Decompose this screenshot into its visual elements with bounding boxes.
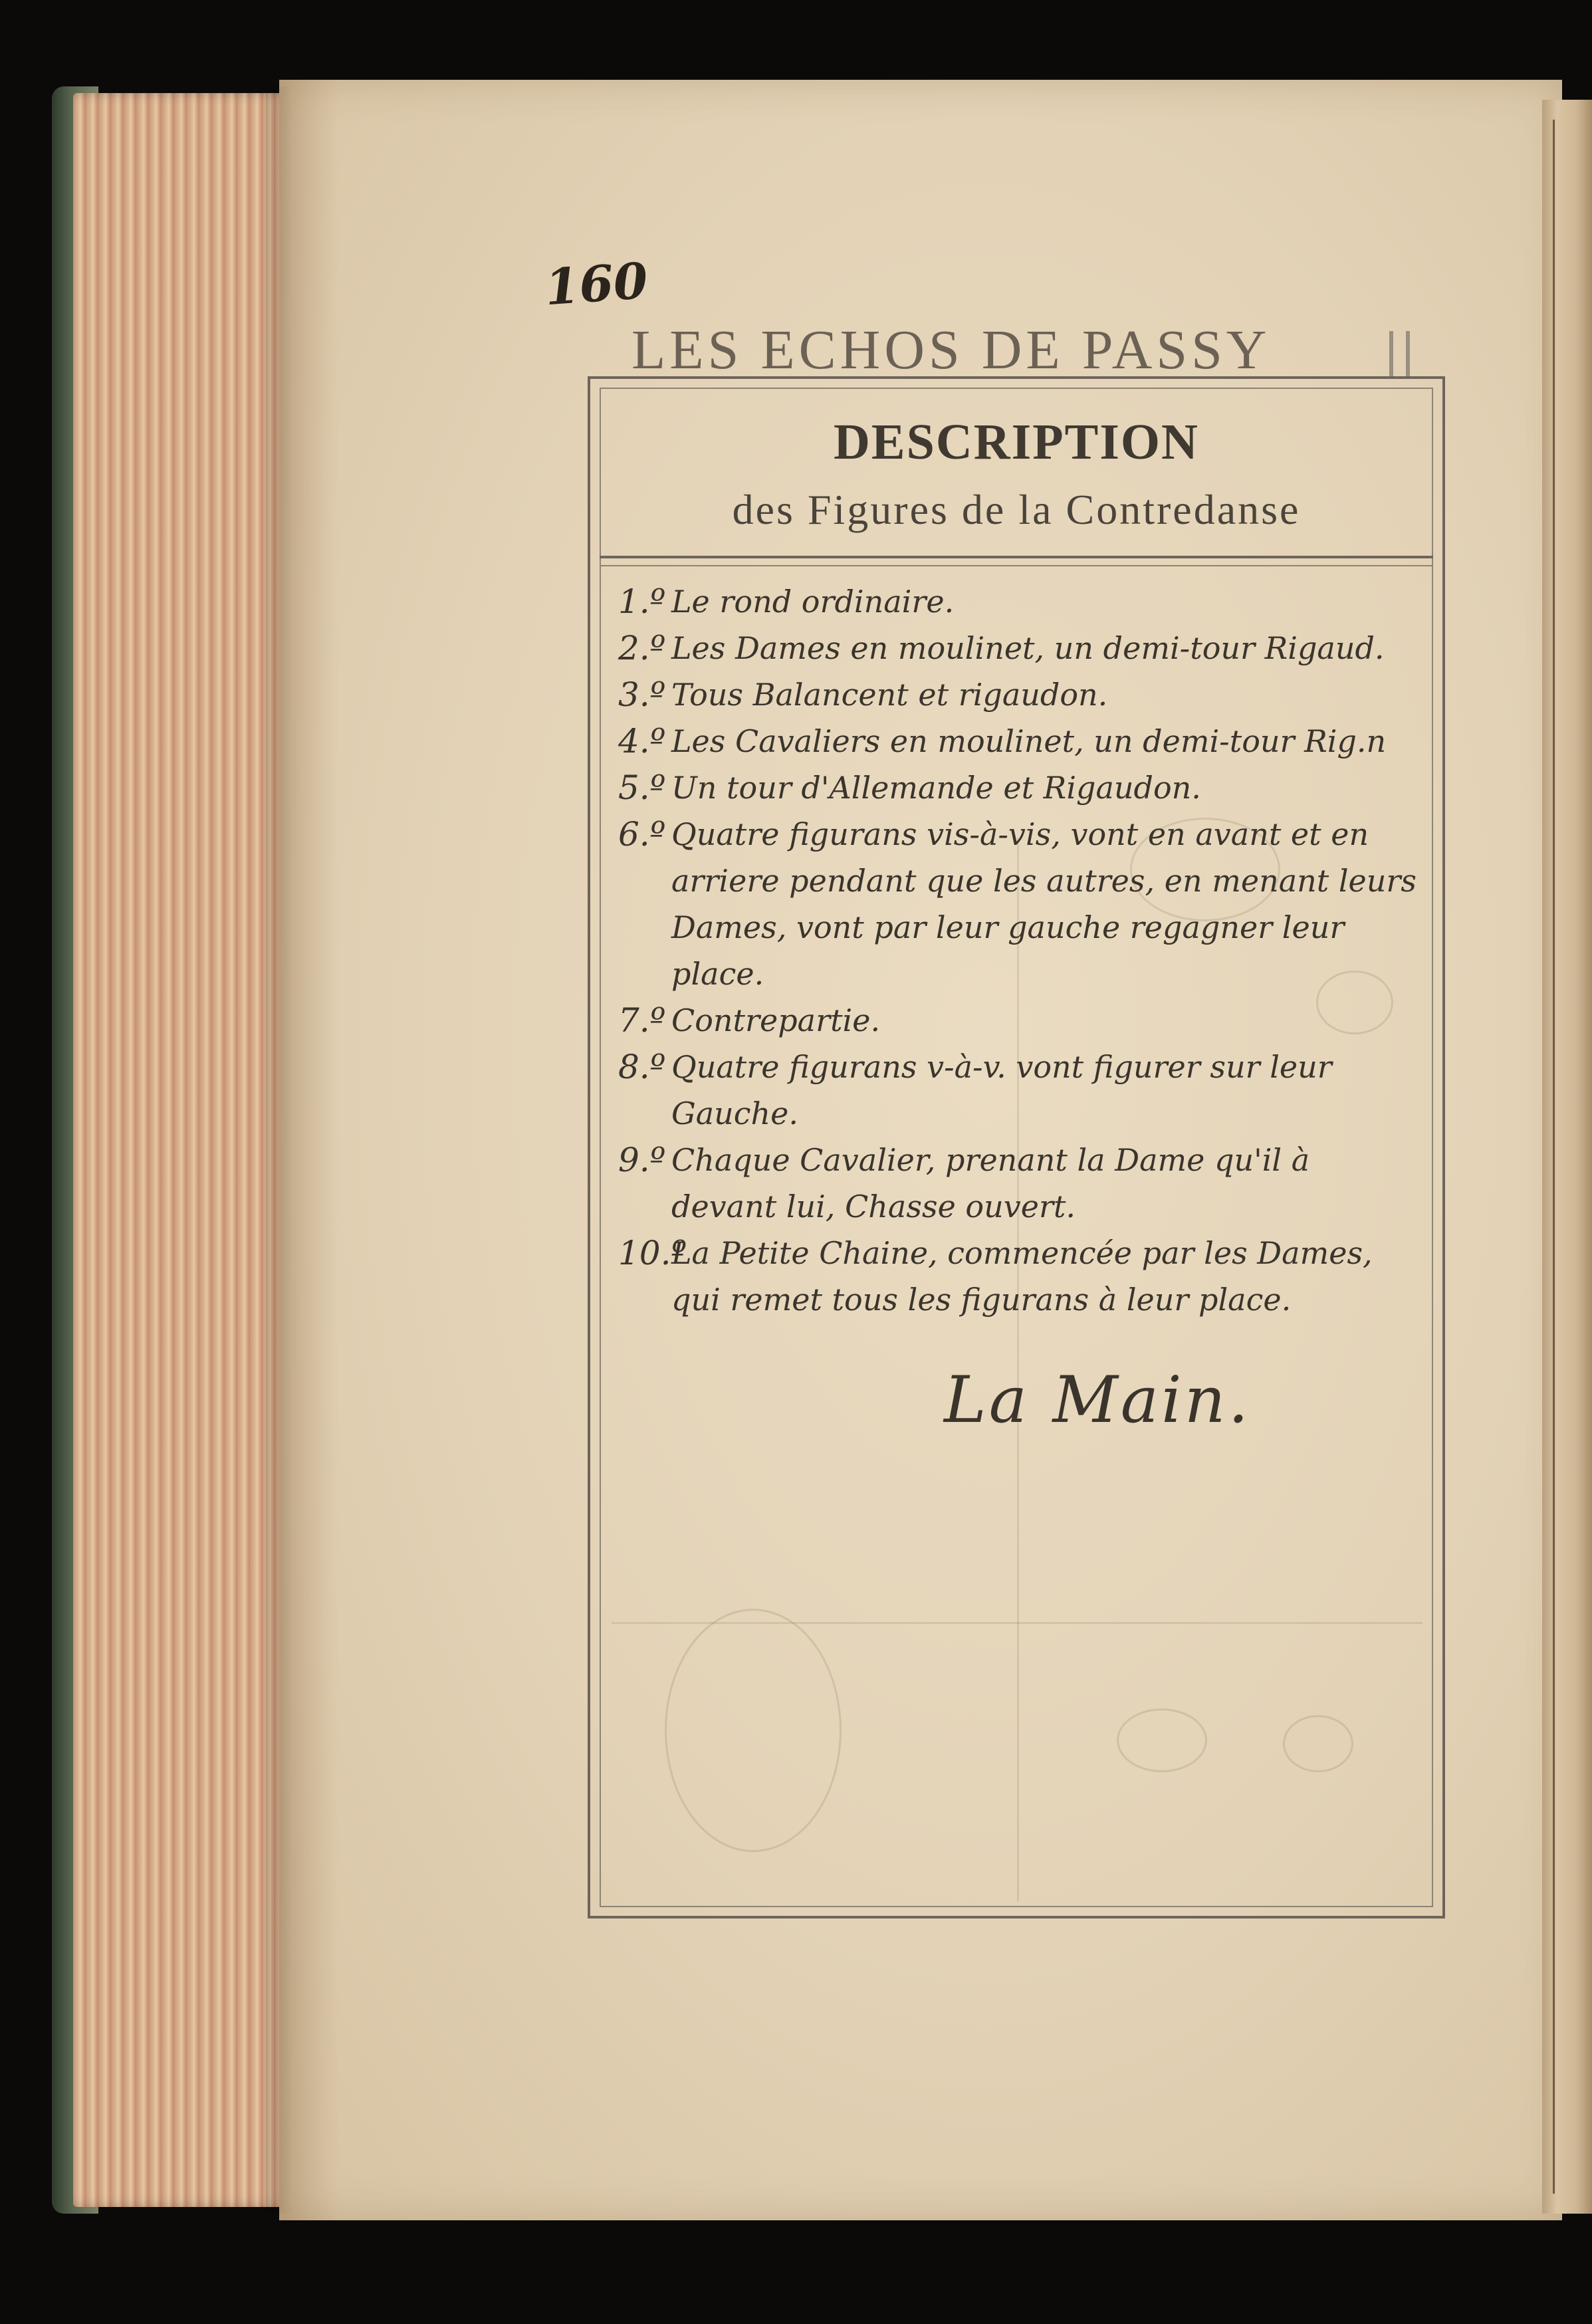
figure-item bbox=[618, 625, 1422, 671]
figure-item bbox=[618, 997, 1422, 1044]
figure-text: Tous Balancent et rigaudon. bbox=[671, 677, 1108, 713]
figure-text: Un tour d'Allemande et Rigaudon. bbox=[671, 770, 1201, 806]
figure-number: 2.º bbox=[618, 629, 666, 667]
figure-number: 4.º bbox=[618, 722, 666, 760]
figure-item bbox=[618, 671, 1422, 718]
figure-number: 7.º bbox=[618, 1001, 666, 1040]
figure-text: Les Dames en moulinet, un demi-tour Rigaud. bbox=[671, 630, 1385, 666]
figure-text: Le rond ordinaire. bbox=[671, 584, 955, 620]
figures-list bbox=[618, 578, 1422, 1323]
page-block-edges bbox=[73, 93, 292, 2207]
title-rule bbox=[600, 556, 1433, 558]
figure-text: La Petite Chaine, commencée par les Dames, qui remet tous les figurans à leur place. bbox=[671, 1235, 1373, 1318]
figure-number: 6.º bbox=[618, 815, 666, 854]
figure-item bbox=[618, 764, 1422, 811]
running-head: LES ECHOS DE PASSY bbox=[631, 319, 1271, 381]
figure-number: 1.º bbox=[618, 582, 666, 621]
figure-text: Quatre figurans vis-à-vis, vont en avant et en arriere pendant que les autres, en menant leurs Dames, vont par leur gauche regagner leur place. bbox=[671, 816, 1417, 992]
figure-text: Chaque Cavalier, prenant la Dame qu'il à devant lui, Chasse ouvert. bbox=[671, 1142, 1310, 1224]
figure-item bbox=[618, 811, 1422, 997]
gutter-line bbox=[1553, 120, 1555, 2194]
figure-item bbox=[618, 1044, 1422, 1137]
title-rule-thin bbox=[600, 565, 1433, 566]
running-head-mark bbox=[1389, 331, 1393, 378]
figure-text: Contrepartie. bbox=[671, 1002, 881, 1038]
running-head-mark bbox=[1406, 331, 1410, 378]
figure-number: 3.º bbox=[618, 675, 666, 714]
right-gutter bbox=[1542, 100, 1592, 2214]
spine-stain bbox=[279, 80, 339, 2220]
figure-item bbox=[618, 1230, 1422, 1323]
figure-text: Les Cavaliers en moulinet, un demi-tour Rig.n bbox=[671, 723, 1387, 759]
page-number: 160 bbox=[543, 252, 650, 317]
figure-item bbox=[618, 1137, 1422, 1230]
figure-number: 8.º bbox=[618, 1048, 666, 1086]
figure-text: Quatre figurans v-à-v. vont figurer sur leur Gauche. bbox=[671, 1049, 1332, 1131]
figure-number: 10.º bbox=[618, 1234, 687, 1272]
figure-number: 5.º bbox=[618, 768, 666, 807]
figure-item bbox=[618, 578, 1422, 625]
plate-subtitle: des Figures de la Contredanse bbox=[732, 486, 1301, 533]
figure-item bbox=[618, 718, 1422, 764]
engraver-signature: La Main. bbox=[944, 1363, 1252, 1437]
plate-title: DESCRIPTION bbox=[834, 414, 1199, 470]
figure-number: 9.º bbox=[618, 1141, 666, 1179]
